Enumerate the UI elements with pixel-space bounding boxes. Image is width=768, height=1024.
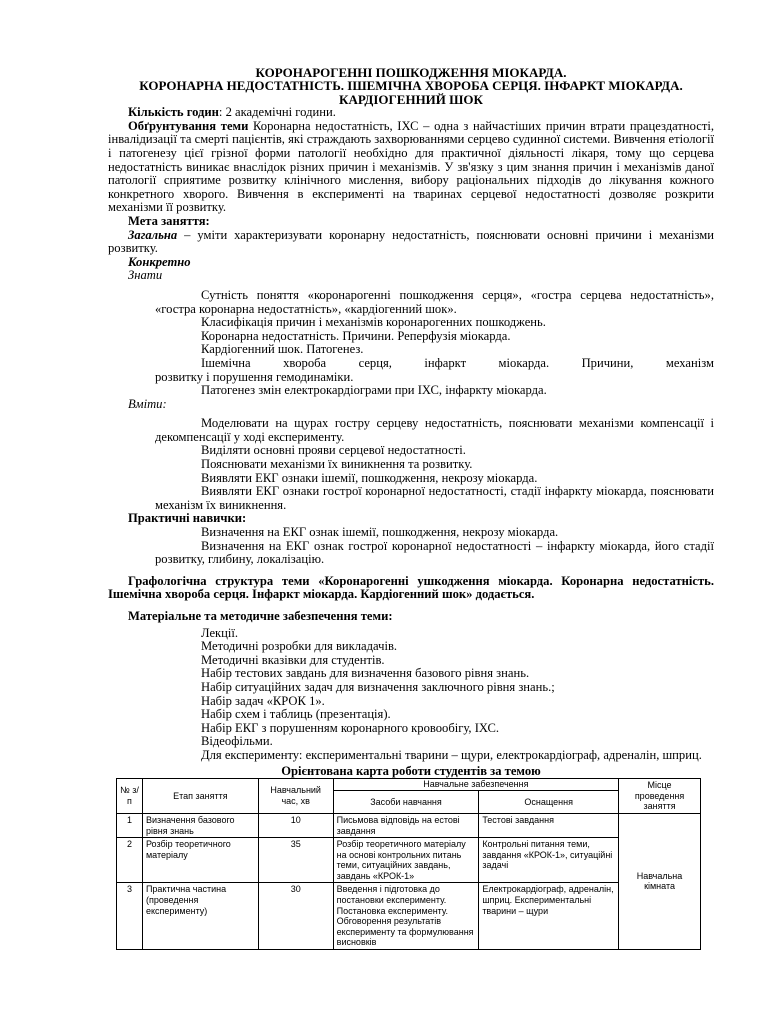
- materials-item: Набір схем і таблиць (презентація).: [201, 707, 391, 722]
- know-item-4: Кардіогенний шок. Патогенез.: [201, 342, 364, 357]
- materials-item: Відеофільми.: [201, 734, 273, 749]
- can-item-2: Виділяти основні прояви серцевої недостатності.: [201, 443, 466, 458]
- skills-label: Практичні навички:: [128, 511, 247, 526]
- table-row: [117, 883, 701, 950]
- materials-item: Набір ЕКГ з порушенням коронарного кровообігу, ІХС.: [201, 720, 500, 735]
- cell-means: Розбір теоретичного матеріалу на основі контрольних питань теми, ситуаційних завдань, завдань «КРОК-1»: [333, 838, 479, 883]
- materials-item: Набір задач «КРОК 1».: [201, 693, 325, 708]
- know-label: Знати: [128, 268, 163, 283]
- skills-item-2: Визначення на ЕКГ ознак гострої коронарної недостатності – інфаркту міокарда, його стадії розвитку, глибину, локалізацію.: [155, 538, 714, 567]
- work-plan-table: [116, 778, 701, 950]
- cell-equipment: Електрокардіограф, адреналін, шприц. Експериментальні тварини – щури: [479, 883, 619, 950]
- table-row: [117, 813, 701, 837]
- materials-label: Матеріальне та методичне забезпечення теми:: [128, 609, 393, 623]
- cell-means: Письмова відповідь на естові завдання: [333, 813, 479, 837]
- know-item-1: Сутність поняття «коронарогенні пошкодження серця», «гостра серцева недостатність», «гостра коронарна недостатність», «кардіогенний шок».: [155, 287, 714, 316]
- rationale-text: Коронарна недостатність, ІХС – одна з найчастіших причин втрати працездатності, інвалідизації та смерті пацієнтів, які страждають захворюваннями серцево судинної системи. Вивчення етіології і патогенезу цієї грізної форми патології необхідно для практичної діяльності лікаря, тому що серцева недостатність виникає внаслідок різних причин і механізмів. У зв'язку з цим знання причин і механізмів даної патології сприятиме розвитку клінічного мислення, вибору раціональних підходів до лікування кожного конкретного хворого. Вивчення в експерименті на тваринах серцевої недостатності дозволяє розкрити механізми її розвитку.: [108, 118, 714, 215]
- materials-item: Набір тестових завдань для визначення базового рівня знань.: [201, 666, 530, 681]
- cell-num: 1: [117, 813, 143, 837]
- materials-item: Для експерименту: експериментальні тварини – щури, електрокардіограф, адреналін, шприц.: [201, 747, 702, 762]
- materials-item: Методичні вказівки для студентів.: [201, 652, 385, 667]
- hours-paragraph: [108, 106, 714, 120]
- cell-time: 30: [258, 883, 333, 950]
- cell-place: Навчальна кімната: [619, 813, 701, 949]
- cell-means: Введення і підготовка до постановки експерименту. Постановка експерименту. Обговорення результатів експерименту та формулювання висновків: [333, 883, 479, 950]
- page-title: [108, 66, 714, 106]
- goal-concrete-label: Конкретно: [128, 254, 191, 269]
- rationale-paragraph: [108, 120, 714, 215]
- document-page: [108, 66, 714, 950]
- know-item-5: Ішемічна хвороба серця, інфаркт міокарда. Причини, механізм: [201, 355, 714, 370]
- materials-item: Лекції.: [201, 625, 239, 640]
- materials-item: Набір ситуаційних задач для визначення заключного рівня знань.;: [201, 679, 555, 694]
- cell-stage: Визначення базового рівня знань: [142, 813, 258, 837]
- can-item-5: Виявляти ЕКГ ознаки гострої коронарної недостатності, стадії інфаркту міокарда, пояснювати механізм їх виникнення.: [155, 484, 714, 512]
- header-support: Навчальне забезпечення: [333, 779, 618, 791]
- cell-stage: Практична частина (проведення експерименту): [142, 883, 258, 950]
- table-row: [117, 838, 701, 883]
- goal-heading: Мета заняття:: [128, 213, 210, 228]
- goal-general-label: Загальна: [128, 227, 178, 242]
- know-item-3: Коронарна недостатність. Причини. Реперфузія міокарда.: [201, 328, 511, 343]
- skills-item-1: Визначення на ЕКГ ознак ішемії, пошкодження, некрозу міокарда.: [201, 525, 559, 540]
- can-item-4: Виявляти ЕКГ ознаки ішемії, пошкодження, некрозу міокарда.: [201, 470, 538, 485]
- cell-num: 2: [117, 838, 143, 883]
- cell-time: 10: [258, 813, 333, 837]
- can-label: Вміти:: [128, 396, 167, 411]
- can-item-3: Пояснювати механізми їх виникнення та розвитку.: [201, 457, 473, 472]
- know-item-6: Патогенез змін електрокардіограми при ІХС, інфаркту міокарда.: [201, 383, 547, 398]
- hours-label: Кількість годин: [128, 105, 219, 120]
- know-item-5-cont: розвитку і порушення гемодинаміки.: [155, 369, 354, 384]
- can-item-1: Моделювати на щурах гостру серцеву недостатність, пояснювати механізми компенсації і декомпенсації у ході експерименту.: [155, 416, 714, 444]
- materials-item: Методичні розробки для викладачів.: [201, 639, 398, 654]
- cell-equipment: Контрольні питання теми, завдання «КРОК-1», ситуаційні задачі: [479, 838, 619, 883]
- header-means: Засоби навчання: [333, 790, 479, 813]
- cell-time: 35: [258, 838, 333, 883]
- header-place: Місце проведення заняття: [619, 779, 701, 814]
- header-num: № з/п: [117, 779, 143, 814]
- goal-general-paragraph: [108, 229, 714, 256]
- title-line-2: КОРОНАРНА НЕДОСТАТНІСТЬ. ІШЕМІЧНА ХВОРОБА СЕРЦЯ. ІНФАРКТ МІОКАРДА.: [139, 78, 683, 94]
- grapho-paragraph: Графологічна структура теми «Коронарогенні ушкодження міокарда. Коронарна недостатність. Ішемічна хвороба серця. Інфаркт міокарда. Кардіогенний шок» додається.: [108, 573, 714, 602]
- cell-equipment: Тестові завдання: [479, 813, 619, 837]
- header-hours: Навчальний час, хв: [258, 779, 333, 814]
- header-stage: Етап заняття: [142, 779, 258, 814]
- cell-stage: Розбір теоретичного матеріалу: [142, 838, 258, 883]
- cell-num: 3: [117, 883, 143, 950]
- rationale-label: Обґрунтування теми: [128, 118, 249, 133]
- title-line-3: КАРДІОГЕННИЙ ШОК: [339, 91, 483, 107]
- table-header-row: [117, 779, 701, 791]
- title-line-1: КОРОНАРОГЕННІ ПОШКОДЖЕННЯ МІОКАРДА.: [255, 65, 567, 80]
- hours-value: : 2 академічні години.: [218, 105, 336, 120]
- header-equipment: Оснащення: [479, 790, 619, 813]
- know-item-2: Класифікація причин і механізмів коронарогенних пошкоджень.: [201, 315, 546, 330]
- table-caption: Орієнтована карта роботи студентів за темою: [281, 763, 541, 778]
- goal-general-text: – уміти характеризувати коронарну недостатність, пояснювати основні причини і механізми розвитку.: [108, 227, 714, 256]
